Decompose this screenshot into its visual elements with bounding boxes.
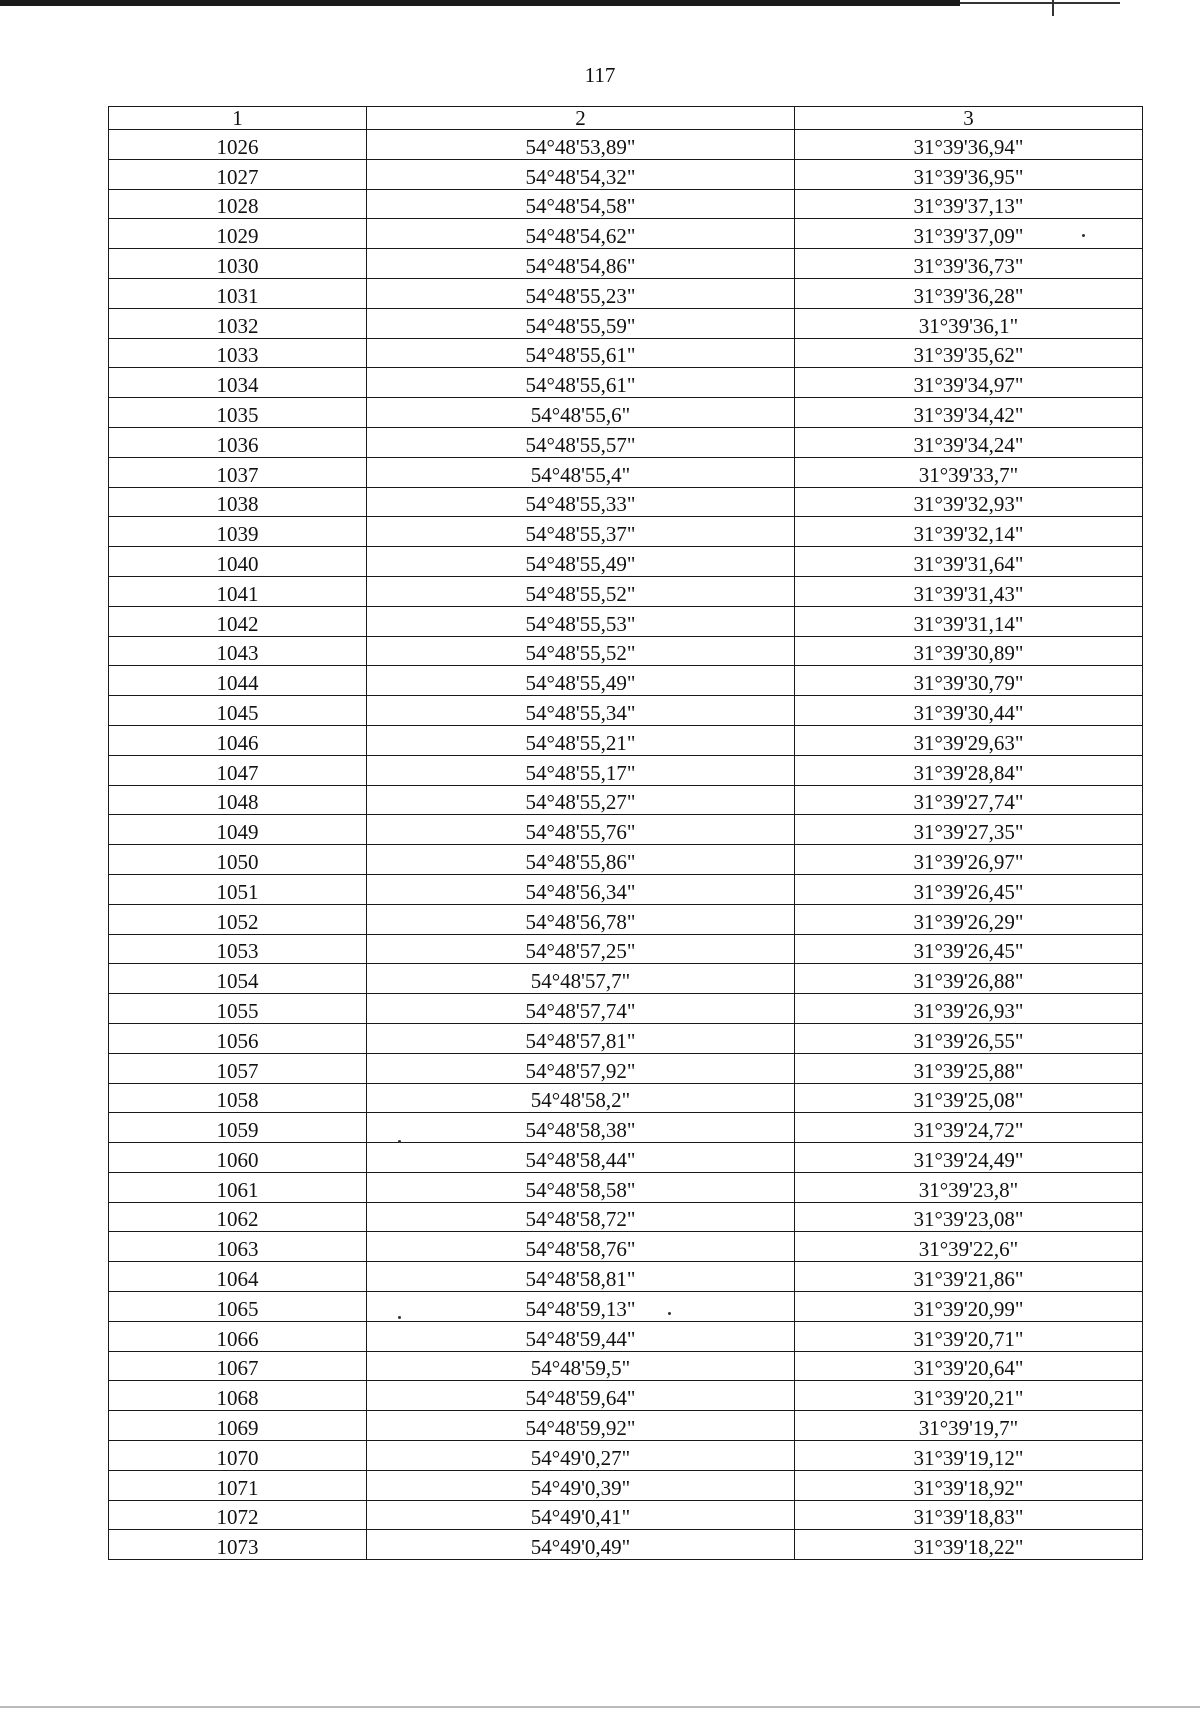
cell-latitude: 54°48'59,44" — [367, 1321, 795, 1351]
cell-latitude: 54°48'55,4" — [367, 457, 795, 487]
cell-point-number: 1072 — [109, 1500, 367, 1530]
cell-point-number: 1056 — [109, 1023, 367, 1053]
cell-latitude: 54°48'59,5" — [367, 1351, 795, 1381]
cell-longitude: 31°39'37,13" — [795, 189, 1143, 219]
table-row — [109, 189, 1143, 219]
cell-latitude: 54°48'57,7" — [367, 964, 795, 994]
table-row — [109, 1411, 1143, 1441]
cell-longitude: 31°39'27,74" — [795, 785, 1143, 815]
cell-latitude: 54°48'55,52" — [367, 576, 795, 606]
cell-latitude: 54°48'55,59" — [367, 308, 795, 338]
table-row — [109, 457, 1143, 487]
cell-latitude: 54°48'55,27" — [367, 785, 795, 815]
table-row — [109, 517, 1143, 547]
cell-point-number: 1033 — [109, 338, 367, 368]
cell-longitude: 31°39'26,45" — [795, 934, 1143, 964]
cell-latitude: 54°48'54,58" — [367, 189, 795, 219]
cell-longitude: 31°39'26,93" — [795, 994, 1143, 1024]
cell-latitude: 54°48'55,34" — [367, 696, 795, 726]
table-row — [109, 368, 1143, 398]
cell-latitude: 54°48'55,33" — [367, 487, 795, 517]
table-row — [109, 1470, 1143, 1500]
cell-point-number: 1069 — [109, 1411, 367, 1441]
cell-longitude: 31°39'31,43" — [795, 576, 1143, 606]
cell-longitude: 31°39'34,97" — [795, 368, 1143, 398]
cell-latitude: 54°49'0,41" — [367, 1500, 795, 1530]
cell-point-number: 1066 — [109, 1321, 367, 1351]
cell-longitude: 31°39'35,62" — [795, 338, 1143, 368]
table-row — [109, 219, 1143, 249]
cell-point-number: 1050 — [109, 845, 367, 875]
cell-point-number: 1031 — [109, 278, 367, 308]
column-header-longitude: 3 — [795, 107, 1143, 130]
cell-latitude: 54°48'57,25" — [367, 934, 795, 964]
cell-point-number: 1048 — [109, 785, 367, 815]
cell-point-number: 1047 — [109, 755, 367, 785]
cell-point-number: 1035 — [109, 398, 367, 428]
cell-latitude: 54°48'55,61" — [367, 368, 795, 398]
table-row — [109, 606, 1143, 636]
cell-longitude: 31°39'24,49" — [795, 1143, 1143, 1173]
cell-latitude: 54°48'56,34" — [367, 874, 795, 904]
table-row — [109, 1083, 1143, 1113]
scan-speck — [398, 1316, 401, 1319]
cell-longitude: 31°39'36,28" — [795, 278, 1143, 308]
cell-latitude: 54°48'55,49" — [367, 547, 795, 577]
table-row — [109, 725, 1143, 755]
cell-latitude: 54°48'58,44" — [367, 1143, 795, 1173]
cell-longitude: 31°39'34,42" — [795, 398, 1143, 428]
scan-bottom-edge — [0, 1706, 1200, 1708]
cell-point-number: 1064 — [109, 1262, 367, 1292]
cell-point-number: 1068 — [109, 1381, 367, 1411]
table-row — [109, 1530, 1143, 1560]
cell-latitude: 54°48'55,53" — [367, 606, 795, 636]
table-row — [109, 130, 1143, 160]
cell-longitude: 31°39'36,94" — [795, 130, 1143, 160]
cell-longitude: 31°39'23,8" — [795, 1172, 1143, 1202]
cell-point-number: 1061 — [109, 1172, 367, 1202]
cell-longitude: 31°39'25,08" — [795, 1083, 1143, 1113]
cell-point-number: 1053 — [109, 934, 367, 964]
cell-longitude: 31°39'31,64" — [795, 547, 1143, 577]
table-row — [109, 994, 1143, 1024]
cell-point-number: 1059 — [109, 1113, 367, 1143]
table-row — [109, 904, 1143, 934]
table-row — [109, 1441, 1143, 1471]
cell-longitude: 31°39'30,89" — [795, 636, 1143, 666]
cell-point-number: 1049 — [109, 815, 367, 845]
cell-point-number: 1037 — [109, 457, 367, 487]
scan-top-border-thin — [960, 2, 1120, 4]
cell-latitude: 54°48'57,74" — [367, 994, 795, 1024]
cell-latitude: 54°48'55,6" — [367, 398, 795, 428]
cell-longitude: 31°39'26,97" — [795, 845, 1143, 875]
cell-latitude: 54°48'55,49" — [367, 666, 795, 696]
cell-latitude: 54°48'58,2" — [367, 1083, 795, 1113]
table-row — [109, 696, 1143, 726]
table-row — [109, 636, 1143, 666]
cell-point-number: 1029 — [109, 219, 367, 249]
table-row — [109, 666, 1143, 696]
cell-latitude: 54°48'55,57" — [367, 427, 795, 457]
cell-latitude: 54°49'0,49" — [367, 1530, 795, 1560]
cell-longitude: 31°39'18,83" — [795, 1500, 1143, 1530]
table-row — [109, 815, 1143, 845]
cell-longitude: 31°39'33,7" — [795, 457, 1143, 487]
cell-point-number: 1071 — [109, 1470, 367, 1500]
cell-latitude: 54°48'55,17" — [367, 755, 795, 785]
table-row — [109, 785, 1143, 815]
cell-point-number: 1030 — [109, 249, 367, 279]
table-row — [109, 1172, 1143, 1202]
cell-longitude: 31°39'26,29" — [795, 904, 1143, 934]
table-header-row — [109, 107, 1143, 130]
cell-latitude: 54°48'58,72" — [367, 1202, 795, 1232]
scan-speck — [1082, 234, 1085, 237]
cell-longitude: 31°39'19,7" — [795, 1411, 1143, 1441]
cell-longitude: 31°39'32,14" — [795, 517, 1143, 547]
cell-point-number: 1045 — [109, 696, 367, 726]
table-row — [109, 845, 1143, 875]
cell-latitude: 54°48'54,86" — [367, 249, 795, 279]
cell-point-number: 1060 — [109, 1143, 367, 1173]
cell-longitude: 31°39'26,55" — [795, 1023, 1143, 1053]
coordinates-table — [108, 106, 1143, 1560]
cell-point-number: 1055 — [109, 994, 367, 1024]
cell-longitude: 31°39'34,24" — [795, 427, 1143, 457]
cell-latitude: 54°48'59,13" — [367, 1292, 795, 1322]
column-header-point-number: 1 — [109, 107, 367, 130]
cell-longitude: 31°39'26,45" — [795, 874, 1143, 904]
table-row — [109, 755, 1143, 785]
table-row — [109, 934, 1143, 964]
table-row — [109, 249, 1143, 279]
table-row — [109, 1292, 1143, 1322]
cell-latitude: 54°48'55,21" — [367, 725, 795, 755]
cell-latitude: 54°48'57,81" — [367, 1023, 795, 1053]
cell-latitude: 54°48'56,78" — [367, 904, 795, 934]
cell-latitude: 54°48'58,76" — [367, 1232, 795, 1262]
table-row — [109, 338, 1143, 368]
cell-point-number: 1054 — [109, 964, 367, 994]
table-row — [109, 159, 1143, 189]
cell-longitude: 31°39'23,08" — [795, 1202, 1143, 1232]
table-body — [109, 130, 1143, 1560]
cell-longitude: 31°39'36,73" — [795, 249, 1143, 279]
cell-longitude: 31°39'36,1" — [795, 308, 1143, 338]
cell-longitude: 31°39'36,95" — [795, 159, 1143, 189]
table-row — [109, 1232, 1143, 1262]
cell-point-number: 1040 — [109, 547, 367, 577]
table-row — [109, 278, 1143, 308]
cell-point-number: 1063 — [109, 1232, 367, 1262]
cell-latitude: 54°48'55,76" — [367, 815, 795, 845]
cell-point-number: 1051 — [109, 874, 367, 904]
cell-point-number: 1039 — [109, 517, 367, 547]
cell-point-number: 1043 — [109, 636, 367, 666]
cell-longitude: 31°39'20,99" — [795, 1292, 1143, 1322]
cell-point-number: 1057 — [109, 1053, 367, 1083]
cell-point-number: 1032 — [109, 308, 367, 338]
table-row — [109, 427, 1143, 457]
cell-point-number: 1067 — [109, 1351, 367, 1381]
scan-speck — [398, 1140, 401, 1143]
table-row — [109, 1381, 1143, 1411]
table-row — [109, 874, 1143, 904]
cell-point-number: 1065 — [109, 1292, 367, 1322]
cell-longitude: 31°39'30,44" — [795, 696, 1143, 726]
scan-corner-mark — [1052, 0, 1054, 16]
cell-latitude: 54°49'0,39" — [367, 1470, 795, 1500]
cell-latitude: 54°48'55,86" — [367, 845, 795, 875]
cell-latitude: 54°48'55,52" — [367, 636, 795, 666]
cell-longitude: 31°39'18,92" — [795, 1470, 1143, 1500]
cell-point-number: 1042 — [109, 606, 367, 636]
cell-point-number: 1036 — [109, 427, 367, 457]
cell-latitude: 54°49'0,27" — [367, 1441, 795, 1471]
table-row — [109, 308, 1143, 338]
cell-latitude: 54°48'58,81" — [367, 1262, 795, 1292]
table-row — [109, 487, 1143, 517]
cell-point-number: 1052 — [109, 904, 367, 934]
table-row — [109, 398, 1143, 428]
cell-longitude: 31°39'29,63" — [795, 725, 1143, 755]
cell-longitude: 31°39'31,14" — [795, 606, 1143, 636]
cell-latitude: 54°48'55,61" — [367, 338, 795, 368]
scan-speck — [668, 1312, 671, 1315]
table-row — [109, 1113, 1143, 1143]
cell-longitude: 31°39'20,21" — [795, 1381, 1143, 1411]
scan-top-border — [0, 0, 960, 6]
table-row — [109, 1351, 1143, 1381]
cell-longitude: 31°39'24,72" — [795, 1113, 1143, 1143]
cell-longitude: 31°39'21,86" — [795, 1262, 1143, 1292]
cell-longitude: 31°39'20,71" — [795, 1321, 1143, 1351]
cell-longitude: 31°39'25,88" — [795, 1053, 1143, 1083]
cell-point-number: 1062 — [109, 1202, 367, 1232]
cell-point-number: 1027 — [109, 159, 367, 189]
cell-longitude: 31°39'19,12" — [795, 1441, 1143, 1471]
cell-longitude: 31°39'26,88" — [795, 964, 1143, 994]
table-row — [109, 1053, 1143, 1083]
cell-latitude: 54°48'54,62" — [367, 219, 795, 249]
table-row — [109, 576, 1143, 606]
cell-longitude: 31°39'30,79" — [795, 666, 1143, 696]
cell-latitude: 54°48'58,38" — [367, 1113, 795, 1143]
cell-longitude: 31°39'27,35" — [795, 815, 1143, 845]
cell-point-number: 1038 — [109, 487, 367, 517]
table-row — [109, 1500, 1143, 1530]
cell-latitude: 54°48'59,64" — [367, 1381, 795, 1411]
cell-point-number: 1044 — [109, 666, 367, 696]
table-row — [109, 1202, 1143, 1232]
cell-longitude: 31°39'37,09" — [795, 219, 1143, 249]
table-row — [109, 1262, 1143, 1292]
cell-point-number: 1073 — [109, 1530, 367, 1560]
cell-latitude: 54°48'55,23" — [367, 278, 795, 308]
cell-point-number: 1028 — [109, 189, 367, 219]
cell-point-number: 1041 — [109, 576, 367, 606]
page-number: 117 — [584, 63, 616, 87]
cell-latitude: 54°48'58,58" — [367, 1172, 795, 1202]
table-row — [109, 1321, 1143, 1351]
table-row — [109, 1143, 1143, 1173]
cell-point-number: 1026 — [109, 130, 367, 160]
cell-latitude: 54°48'53,89" — [367, 130, 795, 160]
cell-latitude: 54°48'59,92" — [367, 1411, 795, 1441]
coordinates-table-container — [108, 106, 1142, 1560]
cell-longitude: 31°39'18,22" — [795, 1530, 1143, 1560]
cell-point-number: 1058 — [109, 1083, 367, 1113]
cell-point-number: 1070 — [109, 1441, 367, 1471]
cell-longitude: 31°39'20,64" — [795, 1351, 1143, 1381]
cell-latitude: 54°48'55,37" — [367, 517, 795, 547]
table-row — [109, 547, 1143, 577]
cell-point-number: 1046 — [109, 725, 367, 755]
cell-longitude: 31°39'22,6" — [795, 1232, 1143, 1262]
cell-latitude: 54°48'57,92" — [367, 1053, 795, 1083]
cell-point-number: 1034 — [109, 368, 367, 398]
cell-latitude: 54°48'54,32" — [367, 159, 795, 189]
table-row — [109, 1023, 1143, 1053]
cell-longitude: 31°39'28,84" — [795, 755, 1143, 785]
column-header-latitude: 2 — [367, 107, 795, 130]
cell-longitude: 31°39'32,93" — [795, 487, 1143, 517]
table-row — [109, 964, 1143, 994]
